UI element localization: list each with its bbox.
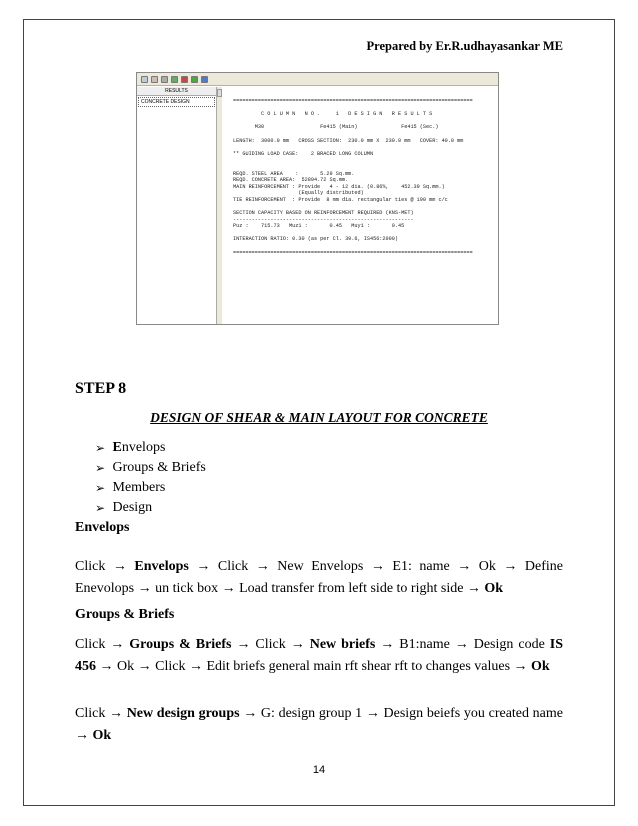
page-number: 14 (312, 764, 326, 776)
staad-results-screenshot (136, 72, 499, 325)
output-line (233, 164, 493, 171)
output-line: (Equally distributed) (233, 190, 364, 197)
find-icon[interactable] (161, 76, 168, 83)
output-line (233, 118, 493, 125)
output-line (233, 157, 493, 164)
output-line: ** GUIDING LOAD CASE: 2 BRACED LONG COLUMN (233, 150, 374, 157)
output-line: ============================================================================= (233, 98, 473, 104)
output-line: ---------------------------------------------------------- (233, 216, 414, 223)
arrow-bullet-icon: ➢ (95, 461, 106, 475)
output-line (233, 144, 493, 151)
design-output-text (233, 98, 493, 256)
copy-icon[interactable] (151, 76, 158, 83)
splitter[interactable] (217, 87, 222, 324)
output-line (233, 243, 493, 250)
output-line: REQD. CONCRETE AREA: 52894.72 Sq.mm. (233, 177, 349, 184)
output-line (233, 204, 493, 211)
bookmark-icon[interactable] (181, 76, 188, 83)
groups-heading: Groups & Briefs (75, 607, 175, 622)
page-header: Prepared by Er.R.udhayasankar ME (366, 39, 563, 53)
toolbar (137, 73, 498, 86)
output-line: C O L U M N N O . 1 D E S I G N R E S U L T S (233, 111, 433, 118)
print-icon[interactable] (141, 76, 148, 83)
bullet-members: ➢ Members (95, 478, 206, 498)
arrow-bullet-icon: ➢ (95, 501, 106, 515)
output-line (233, 230, 493, 237)
output-line: M30 Fe415 (Main) Fe415 (Sec.) (233, 124, 439, 131)
collapse-icon[interactable] (217, 89, 222, 97)
arrow-bullet-icon: ➢ (95, 441, 106, 455)
output-line: MAIN REINFORCEMENT : Provide 4 - 12 dia. (0.86%, 452.39 Sq.mm.) (233, 183, 445, 190)
output-line: Puz : 715.73 Muz1 : 0.45 Muy1 : 0.45 (233, 223, 405, 230)
bullet-groups: ➢ Groups & Briefs (95, 458, 206, 478)
groups-paragraph: Click → Groups & Briefs → Click → New briefs → B1:name → Design code IS 456 → Ok → Click → Edit briefs general main rft shear rft to changes values → Ok (75, 637, 563, 674)
output-line: LENGTH: 3000.0 mm CROSS SECTION: 230.0 mm X 230.0 mm COVER: 40.0 mm (233, 137, 464, 144)
output-line: ============================================================================= (233, 249, 473, 256)
step-title: STEP 8 (75, 380, 127, 397)
output-line: SECTION CAPACITY BASED ON REINFORCEMENT REQUIRED (KNS-MET) (233, 210, 414, 217)
section-heading: DESIGN OF SHEAR & MAIN LAYOUT FOR CONCRETE (150, 410, 488, 425)
arrow-bullet-icon: ➢ (95, 481, 106, 495)
output-line: INTERACTION RATIO: 0.30 (as per Cl. 39.6, IS456:2000) (233, 236, 398, 243)
envelops-paragraph: Click → Envelops → Click → New Envelops → E1: name → Ok → Define Enevolops → un tick box → Load transfer from left side to right side → Ok (75, 559, 563, 596)
tree-item-concrete-design[interactable]: CONCRETE DESIGN (138, 97, 215, 107)
font-icon[interactable] (171, 76, 178, 83)
panel-title: RESULTS (137, 87, 216, 96)
envelops-heading: Envelops (75, 520, 130, 535)
bullet-envelops: ➢ E nvelops (95, 438, 206, 458)
design-groups-paragraph: Click → New design groups → G: design group 1 → Design beiefs you created name → Ok (75, 706, 563, 743)
output-line (233, 105, 493, 112)
results-tree-panel (137, 87, 217, 324)
output-line (233, 131, 493, 138)
output-line: TIE REINFORCEMENT : Provide 8 mm dia. rectangular ties @ 190 mm c/c (233, 196, 448, 203)
help-icon[interactable] (201, 76, 208, 83)
bullet-list (95, 438, 206, 518)
next-icon[interactable] (191, 76, 198, 83)
bullet-design: ➢ Design (95, 498, 206, 518)
output-line: REQD. STEEL AREA : 5.29 Sq.mm. (233, 170, 355, 177)
